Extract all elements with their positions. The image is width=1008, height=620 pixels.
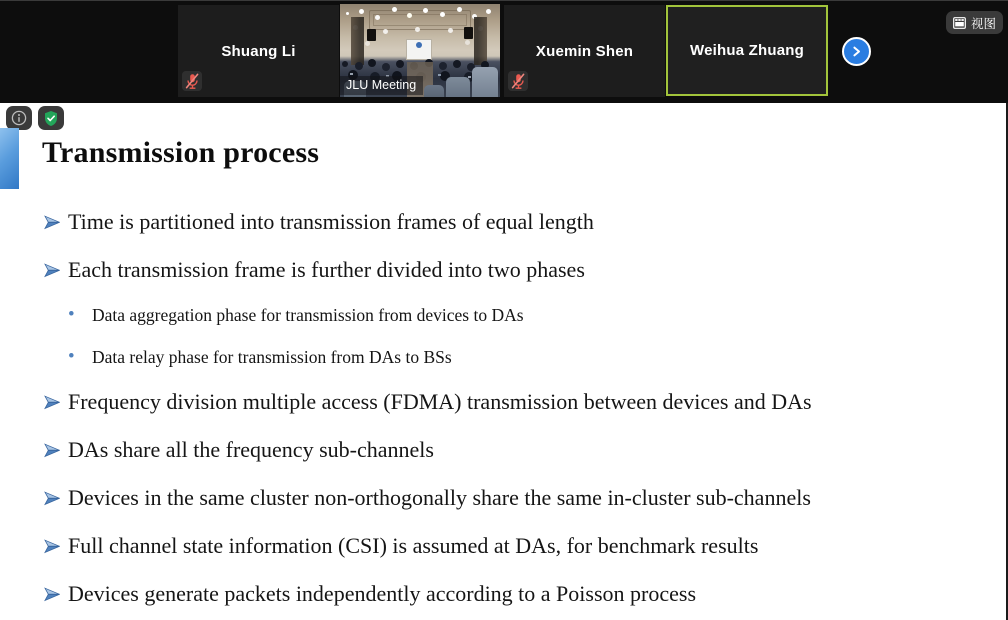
muted-mic-icon <box>508 71 528 91</box>
arrow-bullet-icon <box>44 443 68 458</box>
participant-tile-xuemin-shen[interactable] <box>504 5 665 97</box>
bullet-item <box>44 522 984 570</box>
security-shield-button[interactable] <box>38 106 64 130</box>
bullet-text: Data aggregation phase for transmission from devices to DAs <box>92 304 524 325</box>
view-button-label: 视图 <box>971 16 997 31</box>
bullet-text: Data relay phase for transmission from DAs to BSs <box>92 346 452 367</box>
bullet-text: DAs share all the frequency sub-channels <box>68 437 434 462</box>
bullet-item <box>44 426 984 474</box>
bullet-text: Devices in the same cluster non-orthogonally share the same in-cluster sub-channels <box>68 485 811 510</box>
video-tile-label: JLU Meeting <box>340 76 423 95</box>
bullet-item <box>44 246 984 294</box>
video-thumbnail-tile[interactable] <box>340 4 500 97</box>
bullet-item <box>44 378 984 426</box>
shield-check-icon <box>43 110 59 127</box>
dot-bullet-icon: • <box>68 346 75 367</box>
participant-tile-weihua-zhuang-active[interactable] <box>666 5 828 96</box>
bullet-text: Devices generate packets independently according to a Poisson process <box>68 581 697 606</box>
chevron-right-icon <box>851 46 862 57</box>
bullet-text: Time is partitioned into transmission frames of equal length <box>68 209 594 234</box>
arrow-bullet-icon <box>44 539 68 554</box>
bullet-item <box>44 198 984 246</box>
sub-bullet-item <box>44 294 984 336</box>
next-participants-button[interactable] <box>842 37 871 66</box>
arrow-bullet-icon <box>44 263 68 278</box>
dot-bullet-icon: • <box>68 304 75 325</box>
arrow-bullet-icon <box>44 587 68 602</box>
participant-name: Xuemin Shen <box>535 42 634 60</box>
arrow-bullet-icon <box>44 395 68 410</box>
slide-title: Transmission process <box>42 136 320 169</box>
muted-mic-icon <box>182 71 202 91</box>
bullet-text: Frequency division multiple access (FDMA) transmission between devices and DAs <box>68 389 812 414</box>
video-strip-bar <box>0 0 1008 103</box>
shared-screen-slide <box>0 103 1008 620</box>
bullet-list <box>44 198 984 618</box>
title-accent-bar <box>0 128 19 189</box>
bullet-text: Each transmission frame is further divided into two phases <box>68 257 585 282</box>
view-button[interactable] <box>946 11 1003 34</box>
arrow-bullet-icon <box>44 491 68 506</box>
bullet-text: Full channel state information (CSI) is assumed at DAs, for benchmark results <box>68 533 759 558</box>
arrow-bullet-icon <box>44 215 68 230</box>
gallery-view-icon <box>953 17 966 29</box>
sub-bullet-item <box>44 336 984 378</box>
bullet-item <box>44 570 984 618</box>
meeting-info-button[interactable] <box>6 106 32 130</box>
participant-name: Shuang Li <box>221 42 296 60</box>
info-icon <box>11 110 27 126</box>
participant-tile-shuang-li[interactable] <box>178 5 339 97</box>
ceiling-lights <box>346 12 349 15</box>
bullet-item <box>44 474 984 522</box>
participant-name: Weihua Zhuang <box>690 42 804 59</box>
